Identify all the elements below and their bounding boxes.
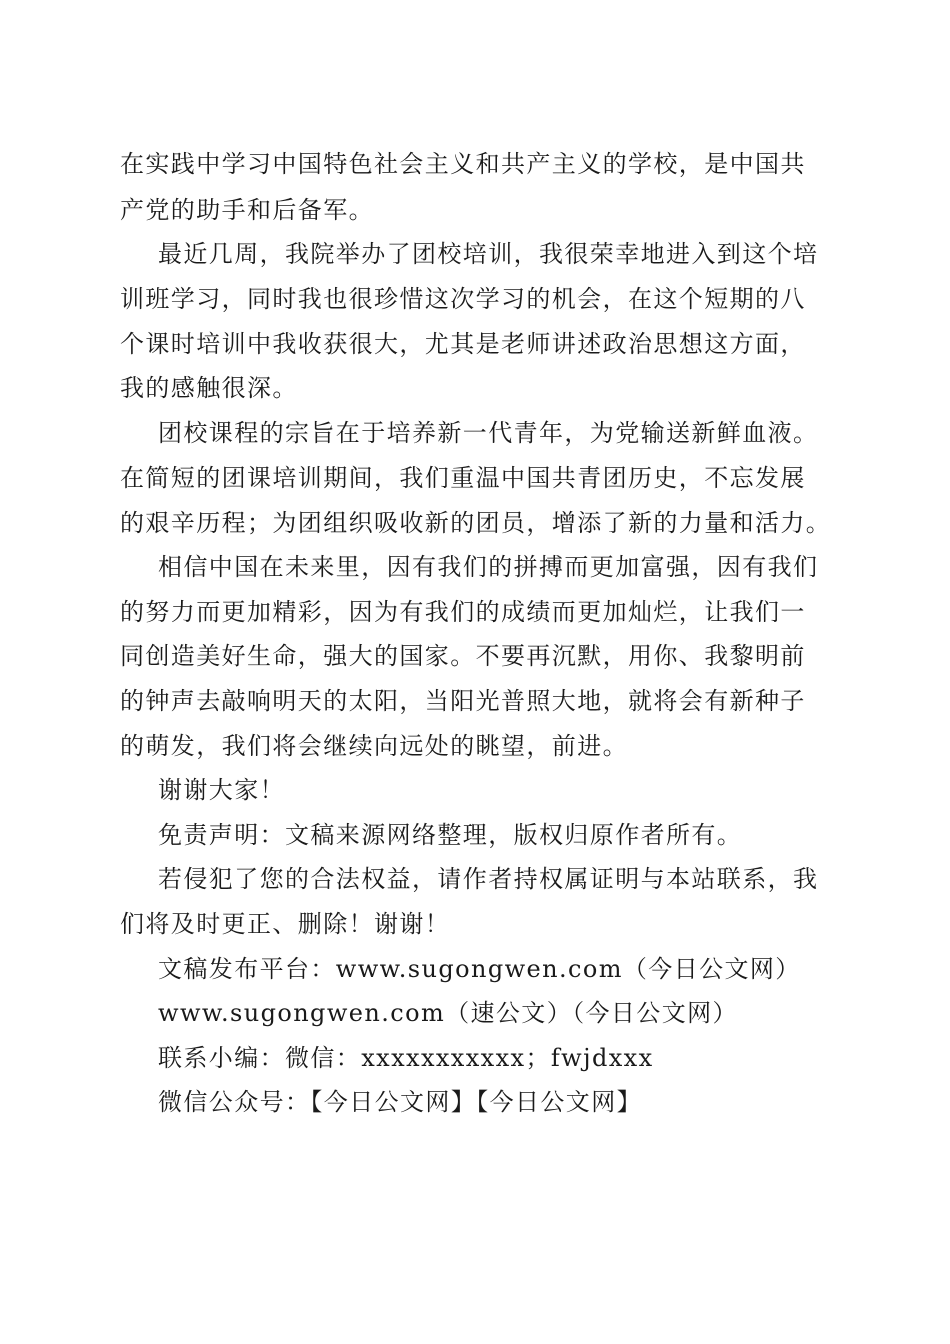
infringement-line-1: 若侵犯了您的合法权益，请作者持权属证明与本站联系，我 xyxy=(158,865,819,893)
paragraph-4-line-4: 的钟声去敲响明天的太阳，当阳光普照大地，就将会有新种子 xyxy=(120,687,806,715)
paragraph-4-line-5: 的萌发，我们将会继续向远处的眺望，前进。 xyxy=(120,732,628,760)
paragraph-2-line-3: 个课时培训中我收获很大，尤其是老师讲述政治思想这方面， xyxy=(120,330,806,358)
site-line: www.sugongwen.com（速公文）（今日公文网） xyxy=(158,999,738,1027)
paragraph-3-line-2: 在简短的团课培训期间，我们重温中国共青团历史，不忘发展 xyxy=(120,464,806,492)
paragraph-4-line-3: 同创造美好生命，强大的国家。不要再沉默，用你、我黎明前 xyxy=(120,642,806,670)
wechat-account-line: 微信公众号：【今日公文网】【今日公文网】 xyxy=(158,1088,642,1116)
paragraph-1-line-2: 产党的助手和后备军。 xyxy=(120,196,374,224)
paragraph-3-line-3: 的艰辛历程；为团组织吸收新的团员，增添了新的力量和活力。 xyxy=(120,509,832,537)
paragraph-3-line-1: 团校课程的宗旨在于培养新一代青年，为党输送新鲜血液。 xyxy=(158,419,819,447)
paragraph-4-line-2: 的努力而更加精彩，因为有我们的成绩而更加灿烂，让我们一 xyxy=(120,598,806,626)
thanks-line: 谢谢大家！ xyxy=(158,776,285,804)
infringement-line-2: 们将及时更正、删除！谢谢！ xyxy=(120,910,451,938)
platform-line: 文稿发布平台：www.sugongwen.com（今日公文网） xyxy=(158,955,801,983)
paragraph-2-line-2: 训班学习，同时我也很珍惜这次学习的机会，在这个短期的八 xyxy=(120,285,806,313)
paragraph-1-line-1: 在实践中学习中国特色社会主义和共产主义的学校，是中国共 xyxy=(120,150,806,178)
paragraph-2-line-4: 我的感触很深。 xyxy=(120,374,298,402)
paragraph-2-line-1: 最近几周，我院举办了团校培训，我很荣幸地进入到这个培 xyxy=(158,240,819,268)
contact-line: 联系小编：微信：xxxxxxxxxxx；fwjdxxx xyxy=(158,1044,654,1072)
disclaimer-line: 免责声明：文稿来源网络整理，版权归原作者所有。 xyxy=(158,821,743,849)
paragraph-4-line-1: 相信中国在未来里，因有我们的拼搏而更加富强，因有我们 xyxy=(158,553,819,581)
